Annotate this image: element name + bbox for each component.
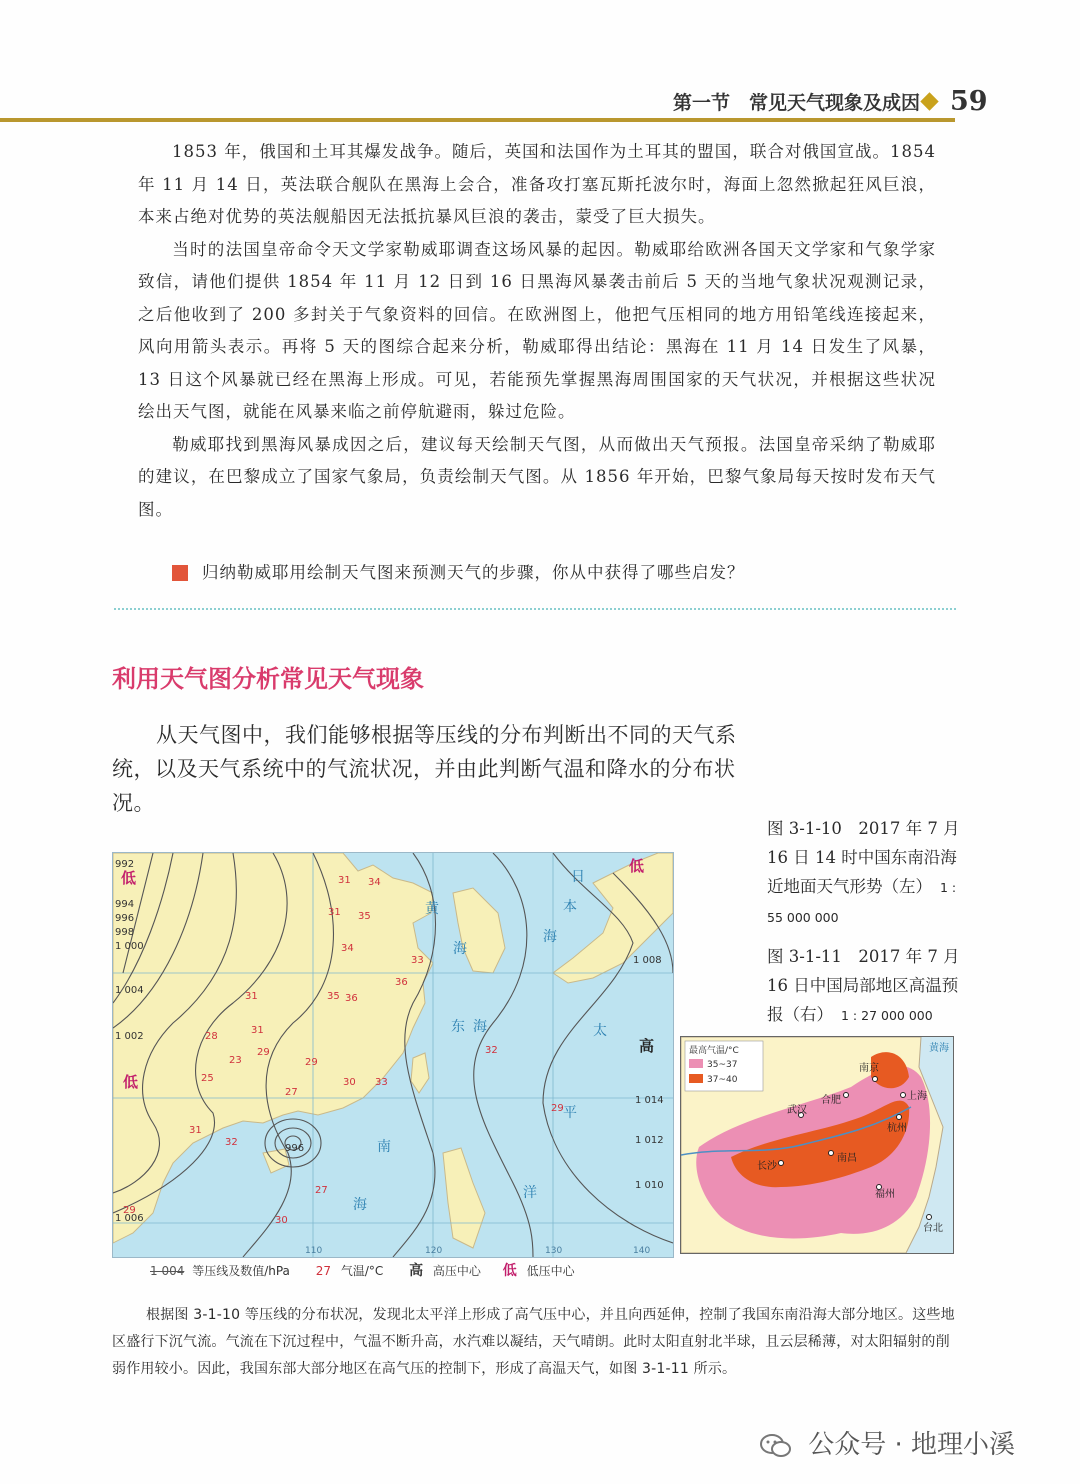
temperature-value: 29 xyxy=(305,1057,318,1068)
watermark-text: 公众号 · 地理小溪 xyxy=(808,1430,1016,1460)
sea-label: 日 xyxy=(571,869,585,885)
longitude-tick: 110 xyxy=(305,1246,323,1256)
temperature-value: 27 xyxy=(315,1185,328,1196)
isobar-label: 996 xyxy=(115,913,135,924)
story-paragraph-1: 1853 年，俄国和土耳其爆发战争。随后，英国和法国作为土耳其的盟国，联合对俄国宣战。1854 年 11 月 14 日，英法联合舰队在黑海上会合，准备攻打塞瓦斯托波尔时，海面上忽然掀起狂风巨浪，本来占绝对优势的英法舰船因无法抵抗暴风巨浪的袭击，蒙受了巨大损失。 xyxy=(138,142,936,226)
temperature-value: 30 xyxy=(343,1077,356,1088)
temperature-value: 29 xyxy=(123,1205,136,1216)
isobar-label: 1 008 xyxy=(633,955,662,966)
figure-scale: 1 : 27 000 000 xyxy=(841,1008,933,1023)
discussion-question: 归纳勒威耶用绘制天气图来预测天气的步骤，你从中获得了哪些启发？ xyxy=(202,563,745,582)
temperature-value: 32 xyxy=(225,1137,238,1148)
city-dot xyxy=(779,1161,784,1166)
sea-label: 东 xyxy=(451,1019,465,1035)
longitude-tick: 130 xyxy=(545,1246,563,1256)
sea-label: 海 xyxy=(473,1019,487,1035)
isobar-label: 1 004 xyxy=(115,985,144,996)
temperature-legend-text: 气温/°C xyxy=(340,1263,384,1278)
temperature-value: 35 xyxy=(358,911,371,922)
isobar-label: 992 xyxy=(115,859,135,870)
temperature-sample: 27 xyxy=(315,1263,331,1278)
isobar-label: 998 xyxy=(115,927,135,938)
city-dot xyxy=(901,1093,906,1098)
temperature-value: 28 xyxy=(205,1031,218,1042)
temperature-value: 32 xyxy=(485,1045,498,1056)
isobar-label: 1 006 xyxy=(115,1213,144,1224)
high-legend-text: 高压中心 xyxy=(432,1263,481,1278)
intro-paragraph: 从天气图中，我们能够根据等压线的分布判断出不同的天气系统，以及天气系统中的气流状况，并由此判断气温和降水的分布状况。 xyxy=(112,723,737,815)
city-label: 南京 xyxy=(859,1063,879,1074)
section-heading: 利用天气图分析常见天气现象 xyxy=(112,665,424,693)
legend-item-label: 35~37 xyxy=(707,1060,738,1070)
legend-title: 最高气温/°C xyxy=(689,1046,739,1056)
sea-label: 海 xyxy=(543,929,557,945)
legend-item-label: 37~40 xyxy=(707,1075,738,1085)
temperature-value: 31 xyxy=(338,875,351,886)
figure-scale: 1 : 55 000 000 xyxy=(767,880,957,925)
sea-label: 洋 xyxy=(523,1185,537,1201)
temperature-value: 33 xyxy=(411,955,424,966)
isobar-legend-text: 等压线及数值/hPa xyxy=(192,1263,290,1278)
city-label: 台北 xyxy=(923,1223,943,1234)
isobar-sample: 1 004 xyxy=(150,1263,185,1278)
temperature-value: 31 xyxy=(251,1025,264,1036)
analysis-paragraph: 根据图 3-1-10 等压线的分布状况，发现北太平洋上形成了高气压中心，并且向西延伸，控制了我国东南沿海大部分地区。这些地区盛行下沉气流。气流在下沉过程中，气温不断升高，水汽难以凝结，天气晴朗。此时太阳直射北半球，且云层稀薄，对太阳辐射的削弱作用较小。因此，我国东部大部分地区在高气压的控制下，形成了高温天气，如图 3-1-11 所示。 xyxy=(112,1307,955,1377)
typhoon-center-pressure: 996 xyxy=(285,1143,305,1154)
temperature-value: 23 xyxy=(229,1055,242,1066)
longitude-tick: 120 xyxy=(425,1246,443,1256)
city-dot xyxy=(873,1077,878,1082)
map-legend-row xyxy=(150,1260,630,1280)
story-paragraph-3: 勒威耶找到黑海风暴成因之后，建议每天绘制天气图，从而做出天气预报。法国皇帝采纳了勒威耶的建议，在巴黎成立了国家气象局，负责绘制天气图。从 1856 年开始，巴黎气象局每天按时发布天气图。 xyxy=(138,434,936,519)
isobar-label: 1 010 xyxy=(635,1180,664,1191)
low-symbol: 低 xyxy=(502,1262,517,1279)
low-legend-text: 低压中心 xyxy=(526,1263,575,1278)
temperature-value: 29 xyxy=(257,1047,270,1058)
temperature-value: 25 xyxy=(201,1073,214,1084)
sea-label: 平 xyxy=(563,1105,577,1121)
heat-forecast-map xyxy=(680,1036,954,1254)
temperature-value: 34 xyxy=(368,877,381,888)
city-label: 上海 xyxy=(907,1091,927,1102)
figure-caption-3-1-10: 图 3-1-10 2017 年 7 月 16 日 14 时中国东南沿海近地面天气形势（左） 1 : 55 000 000 xyxy=(767,819,960,925)
city-label: 杭州 xyxy=(887,1123,907,1134)
city-label: 合肥 xyxy=(821,1095,841,1106)
isobar-label: 994 xyxy=(115,899,135,910)
sea-label: 本 xyxy=(563,899,577,915)
city-dot xyxy=(844,1093,849,1098)
city-dot xyxy=(829,1151,834,1156)
sea-label: 黄海 xyxy=(929,1043,949,1054)
sea-label: 海 xyxy=(353,1197,367,1213)
temperature-value: 31 xyxy=(245,991,258,1002)
chapter-section-title: 第一节 常见天气现象及成因 xyxy=(672,92,920,114)
temperature-value: 30 xyxy=(275,1215,288,1226)
high-pressure-center: 高 xyxy=(639,1037,655,1055)
temperature-value: 35 xyxy=(327,991,340,1002)
city-label: 长沙 xyxy=(757,1161,777,1172)
header-diamond-icon xyxy=(920,92,938,110)
temperature-value: 29 xyxy=(551,1103,564,1114)
city-dot xyxy=(927,1215,932,1220)
page-number: 59 xyxy=(950,86,988,117)
wechat-icon xyxy=(760,1433,792,1459)
city-label: 福州 xyxy=(875,1189,895,1200)
weather-map xyxy=(112,852,674,1258)
temperature-value: 31 xyxy=(189,1125,202,1136)
isobar-label: 1 012 xyxy=(635,1135,664,1146)
temperature-value: 34 xyxy=(341,943,354,954)
low-pressure-center: 低 xyxy=(123,1073,139,1091)
header-rule xyxy=(0,118,955,122)
story-paragraph-2: 当时的法国皇帝命令天文学家勒威耶调查这场风暴的起因。勒威耶给欧洲各国天文学家和气象学家致信，请他们提供 1854 年 11 月 12 日到 16 日黑海风暴袭击前后 5 天的当地气象状况观测记录，之后他收到了 200 多封关于气象资料的回信。在欧洲图上，他把气压相同的地方用铅笔线连接起来，风向用箭头表示。再将 5 天的图综合起来分析，勒威耶得出结论：黑海在 11 月 14 日发生了风暴，13 日这个风暴就已经在黑海上形成。可见，若能预先掌握黑海周围国家的天气状况，并根据这些状况绘出天气图，就能在风暴来临之前停航避雨，躲过危险。 xyxy=(138,239,936,421)
sea-label: 南 xyxy=(377,1139,391,1155)
isobar-label: 1 014 xyxy=(635,1095,664,1106)
city-dot xyxy=(897,1115,902,1120)
high-symbol: 高 xyxy=(409,1262,424,1279)
city-label: 武汉 xyxy=(787,1105,807,1116)
sea-label: 黄 xyxy=(425,901,439,917)
city-label: 南昌 xyxy=(837,1153,857,1164)
low-pressure-center: 低 xyxy=(121,869,137,887)
longitude-tick: 140 xyxy=(633,1246,651,1256)
temperature-value: 33 xyxy=(375,1077,388,1088)
low-pressure-center: 低 xyxy=(629,857,645,875)
isobar-label: 1 002 xyxy=(115,1031,144,1042)
temperature-value: 36 xyxy=(345,993,358,1004)
temperature-value: 36 xyxy=(395,977,408,988)
legend-swatch-orange xyxy=(689,1074,703,1083)
story-text xyxy=(138,136,936,526)
watermark xyxy=(760,1425,1060,1465)
sea-label: 太 xyxy=(593,1023,607,1039)
legend-swatch-pink xyxy=(689,1059,703,1068)
sea-label: 海 xyxy=(453,941,467,957)
temperature-value: 31 xyxy=(328,907,341,918)
isobar-label: 1 000 xyxy=(115,941,144,952)
temperature-value: 27 xyxy=(285,1087,298,1098)
dotted-divider xyxy=(114,608,956,610)
figure-caption-3-1-11: 图 3-1-11 2017 年 7 月 16 日中国局部地区高温预报（右） 1 : 27 000 000 xyxy=(767,947,960,1024)
